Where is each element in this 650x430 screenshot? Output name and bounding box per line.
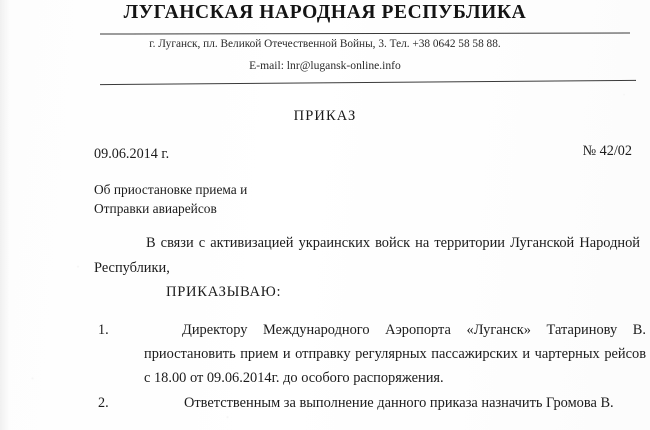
letterhead-organization-title: ЛУГАНСКАЯ НАРОДНАЯ РЕСПУБЛИКА (123, 2, 527, 23)
clause-text: Ответственным за выполнение данного приказа назначить Громова В. (184, 395, 614, 411)
clause-text: Директору Международного Аэропорта «Луганск» Татаринову В. приостановить прием и отправку регулярных пассажирских и чартерных рейсов с 18.00 от 09.06.2014г. до особого распоряжения. (144, 322, 646, 386)
letterhead-address: г. Луганск, пл. Великой Отечественной Войны, 3. Тел. +38 0642 58 58 88. (149, 38, 501, 50)
decree-keyword: ПРИКАЗЫВАЮ: (166, 284, 282, 300)
document-date: 09.06.2014 г. (94, 146, 170, 162)
letterhead-rule-top (100, 32, 630, 34)
order-clause-list (94, 318, 646, 416)
clause-number: 2. (98, 395, 109, 411)
order-clause-item (94, 391, 646, 415)
letterhead-email: E-mail: lnr@lugansk-online.info (249, 59, 401, 72)
subject-line-2: Отправки авиарейсов (94, 201, 217, 216)
subject-block (94, 180, 247, 218)
preamble-paragraph: В связи с активизацией украинских войск на территории Луганской Народной Республики, (94, 235, 640, 276)
document-number: № 42/02 (582, 143, 632, 159)
order-clause-item (94, 318, 646, 390)
letterhead-rule-bottom (100, 80, 636, 85)
clause-number: 1. (98, 322, 109, 338)
subject-line-1: Об приостановке приема и (94, 182, 248, 197)
document-title: ПРИКАЗ (293, 108, 357, 124)
